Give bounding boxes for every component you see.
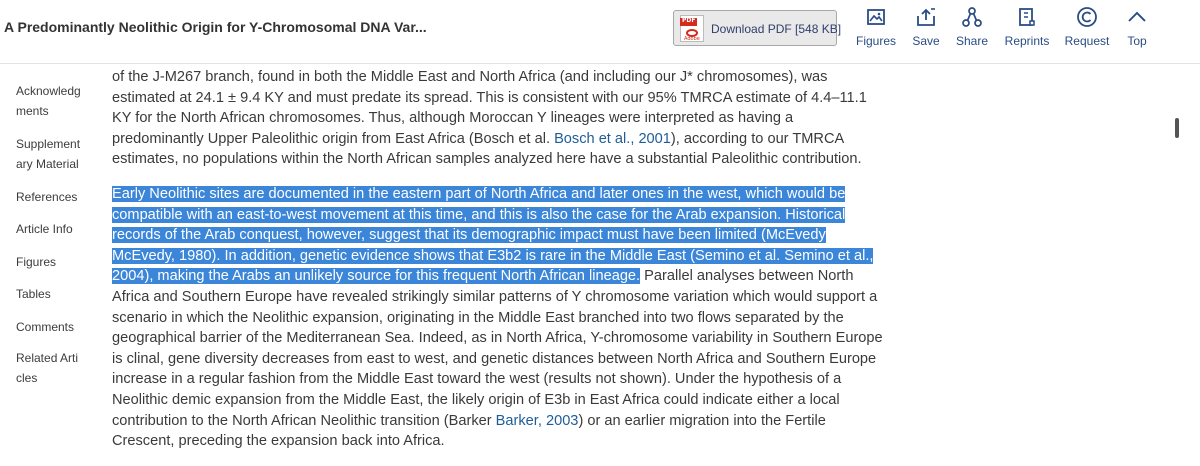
sidebar-item-related-articles[interactable]: Related Articles xyxy=(16,351,79,385)
save-icon xyxy=(915,6,937,28)
chevron-up-icon xyxy=(1126,6,1148,28)
sidebar-item-acknowledgments[interactable]: Acknowledgments xyxy=(16,84,81,118)
request-label: Request xyxy=(1064,34,1110,48)
figures-label: Figures xyxy=(856,34,897,48)
selected-text: Early Neolithic sites are documented in the eastern part of North Africa and later ones in the west, which would be compatible with an east-to-west movement at this time, and this is also the case for the Arab expansion. Historical records of the Arab conquest, however, suggest that its demographic impact must have been limited (McEvedy McEvedy, 1980). In addition, genetic evidence shows that E3b2 is rare in the Middle East (Semino et al. Semino et al., 2004), making the Arabs an unlikely source for this frequent North African lineage. xyxy=(112,185,874,285)
article-body xyxy=(112,67,887,466)
reference-link-barker-2003[interactable]: Barker, 2003 xyxy=(495,412,579,429)
share-icon xyxy=(961,6,983,28)
request-button[interactable] xyxy=(1064,6,1110,52)
share-label: Share xyxy=(955,34,989,48)
paragraph: Early Neolithic sites are documented in the eastern part of North Africa and later ones in the west, which would be compatible with an east-to-west movement at this time, and this is also the case for the Arab expansion. Historical records of the Arab conquest, however, suggest that its demographic impact must have been limited (McEvedy McEvedy, 1980). In addition, genetic evidence shows that E3b2 is rare in the Middle East (Semino et al. Semino et al., 2004), making the Arabs an unlikely source for this frequent North African lineage. Parallel analyses between North Africa and Southern Europe have revealed strikingly similar patterns of Y chromosome variation which would support a scenario in which the Neolithic expansion, originating in the Middle East branched into two flows separated by the geographical barrier of the Mediterranean Sea. Indeed, as in North Africa, Y-chromosome variability in Southern Europe is clinal, gene diversity decreases from east to west, and genetic distances between North Africa and Southern Europe increase in a regular fashion from the Middle East toward the west (results not shown). Under the hypothesis of a Neolithic demic expansion from the Middle East, the likely origin of E3b in East Africa could indicate either a local contribution to the North African Neolithic transition (Barker Barker, 2003) or an earlier migration into the Fertile Crescent, preceding the expansion back into Africa. xyxy=(112,185,883,450)
download-pdf-button[interactable] xyxy=(673,10,842,46)
figures-button[interactable] xyxy=(856,6,896,52)
article-header xyxy=(0,0,1200,64)
save-button[interactable] xyxy=(906,6,946,52)
sidebar-item-article-info[interactable]: Article Info xyxy=(16,222,73,236)
sidebar-item-comments[interactable]: Comments xyxy=(16,320,75,334)
article-title: A Predominantly Neolithic Origin for Y-Chromosomal DNA Var... xyxy=(4,19,427,35)
image-icon xyxy=(865,6,887,28)
paragraph: of the J-M267 branch, found in both the Middle East and North Africa (and including our J* chromosomes), was estimated at 24.1 ± 9.4 KY and must predate its spread. This is consistent with our 95% TMRCA estimate of 4.4–11.1 KY for the North African chromosomes. Thus, although Moroccan Y lineages were interpreted as having a predominantly Upper Paleolithic origin from East Africa (Bosch et al. Bosch et al., 2001), according to our TMRCA estimates, no populations within the North African samples analyzed here have a substantial Paleolithic contribution. xyxy=(112,69,867,168)
sidebar-item-references[interactable]: References xyxy=(16,190,78,204)
sidebar-item-supplementary-material[interactable]: Supplementary Material xyxy=(16,137,81,171)
scrollbar-thumb[interactable] xyxy=(1175,118,1179,138)
top-button[interactable] xyxy=(1120,6,1154,52)
share-button[interactable] xyxy=(952,6,992,52)
reprints-icon xyxy=(1016,6,1038,28)
reference-link-bosch-2001[interactable]: Bosch et al., 2001 xyxy=(554,130,671,147)
sidebar-item-tables[interactable]: Tables xyxy=(16,287,51,301)
download-pdf-label: Download PDF [548 KB] xyxy=(711,22,842,36)
save-label: Save xyxy=(912,34,940,48)
pdf-icon: PDF Adobe xyxy=(680,15,704,42)
article-nav-sidebar xyxy=(0,64,100,439)
reprints-label: Reprints xyxy=(1004,34,1050,48)
copyright-icon xyxy=(1076,6,1098,28)
reprints-button[interactable] xyxy=(1004,6,1050,52)
top-label: Top xyxy=(1127,34,1147,48)
sidebar-item-figures[interactable]: Figures xyxy=(16,255,57,269)
